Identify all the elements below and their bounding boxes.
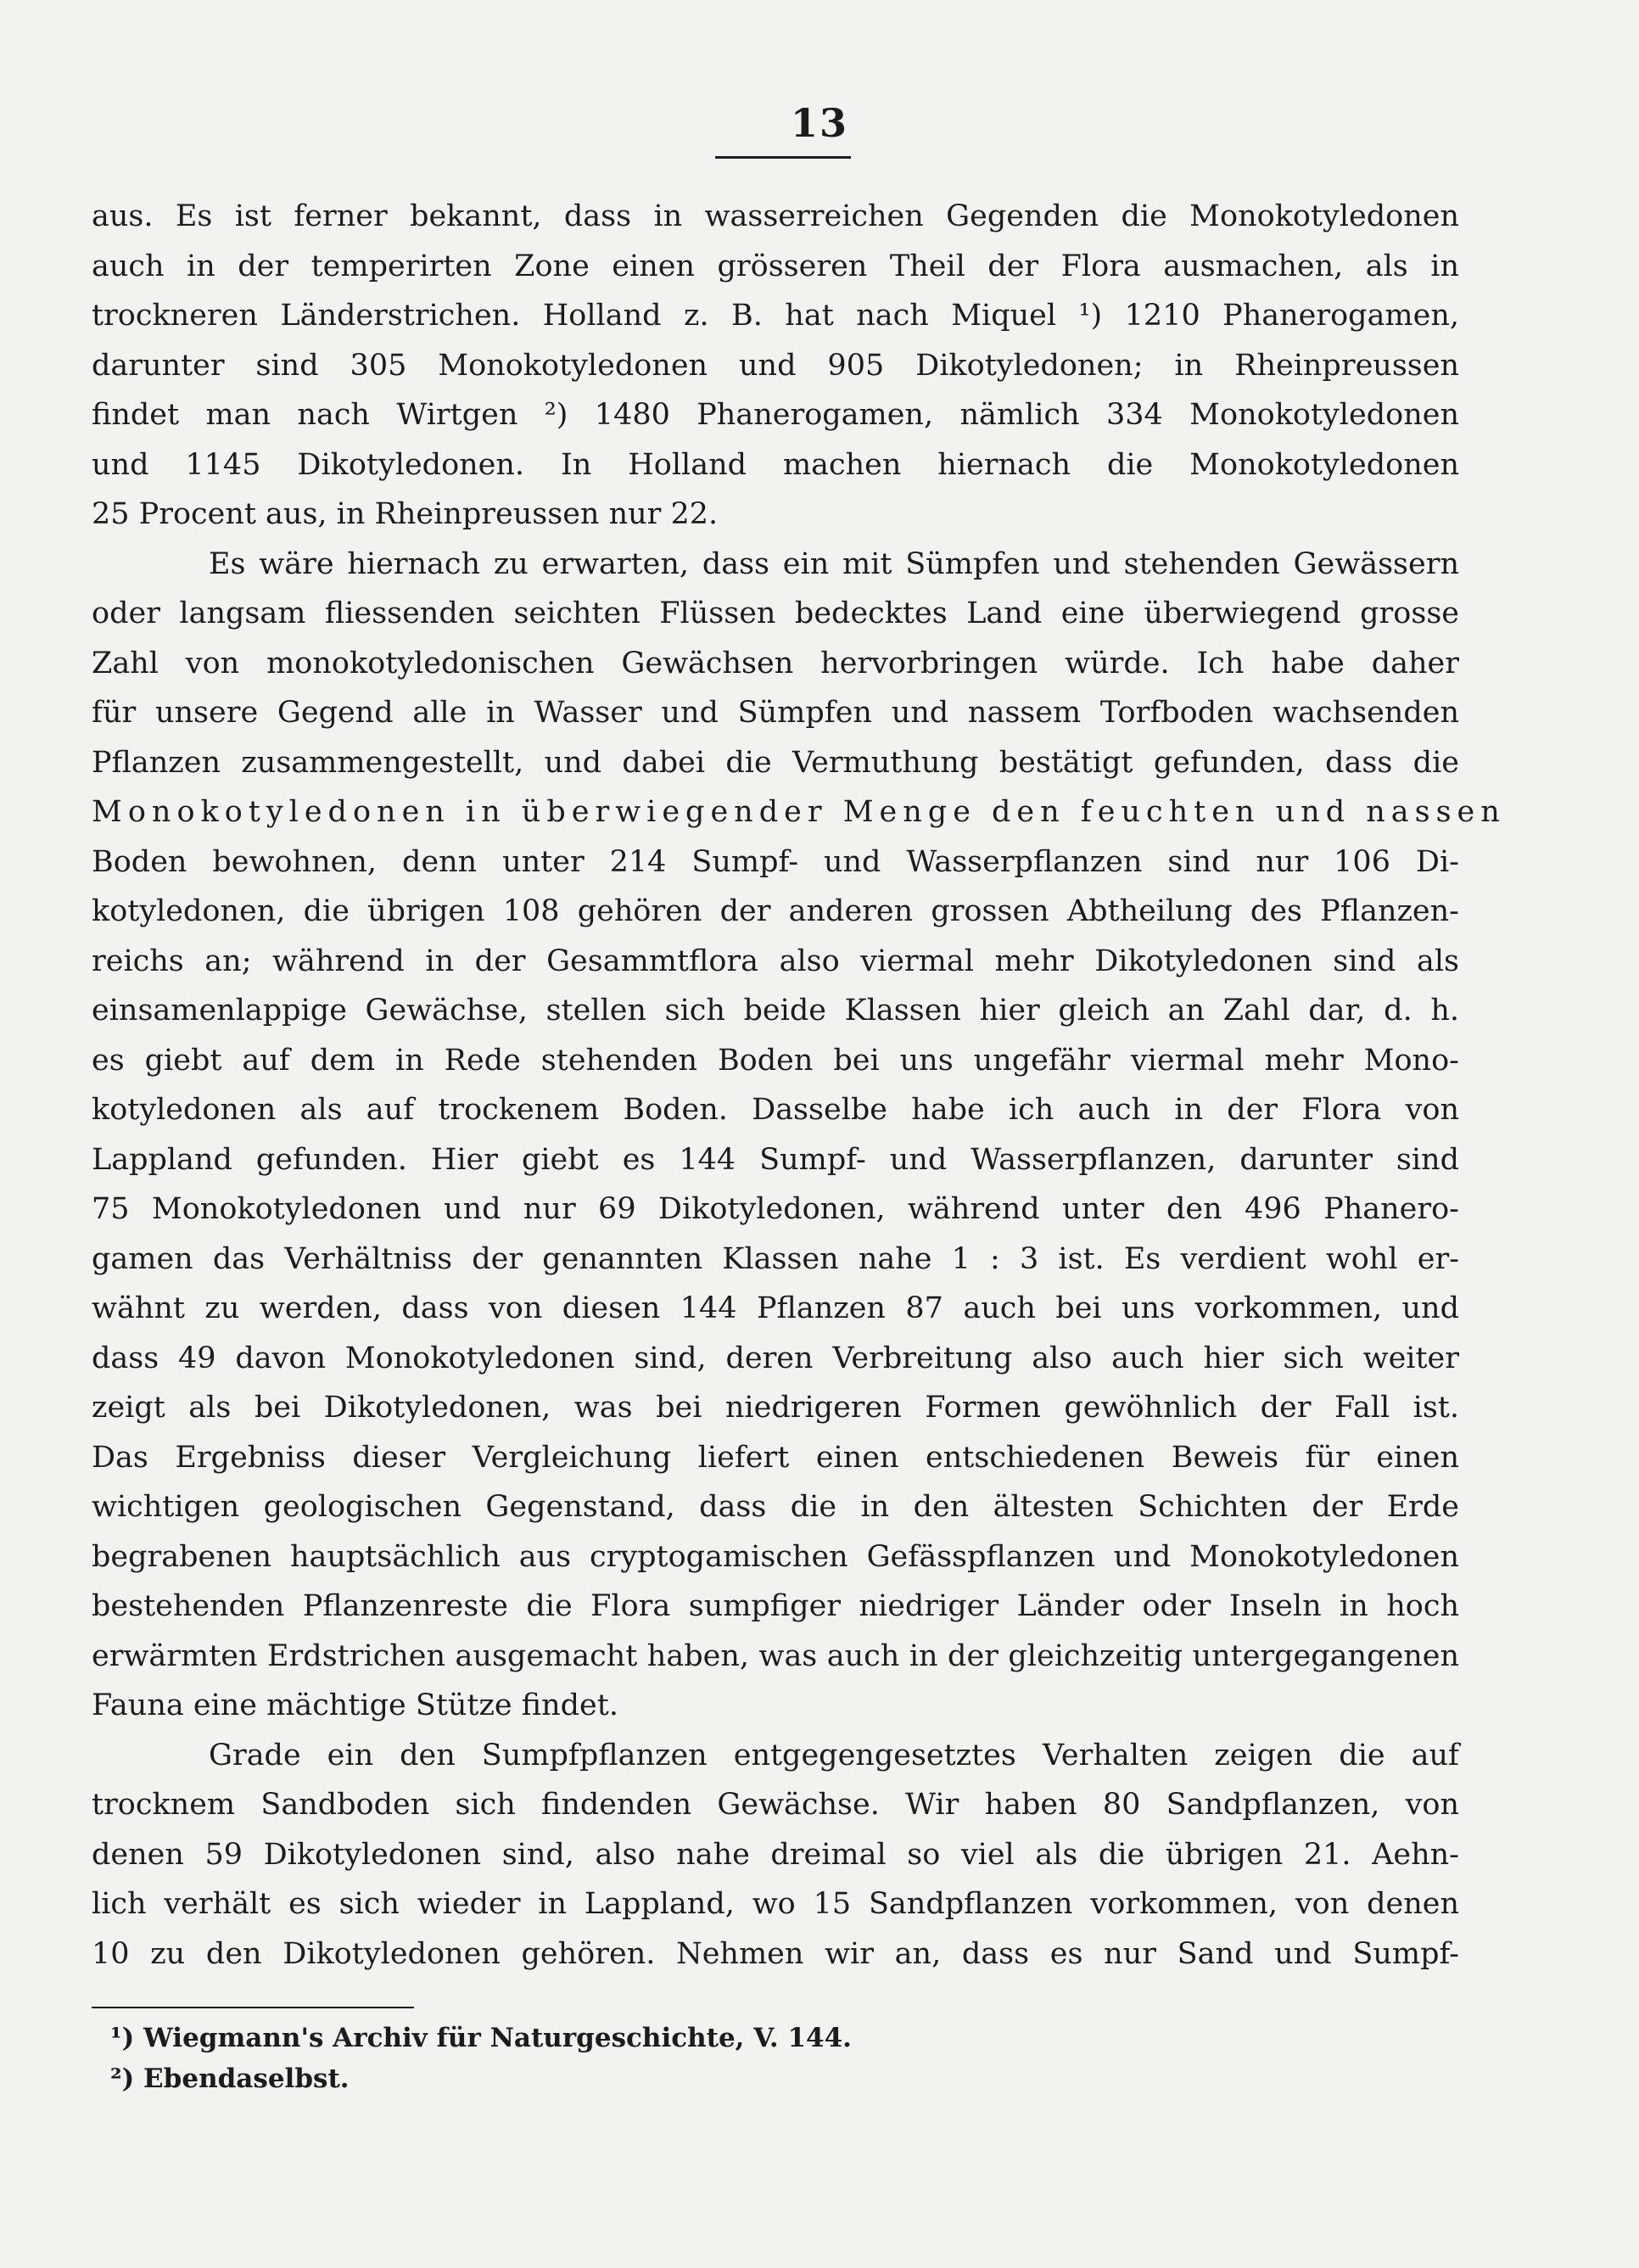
text-line: kotyledonen, die übrigen 108 gehören der anderen grossen Abtheilung des Pflanzen- bbox=[92, 894, 1459, 928]
text-line: Zahl von monokotyledonischen Gewächsen hervorbringen würde. Ich habe daher bbox=[92, 646, 1459, 680]
text-line: auch in der temperirten Zone einen grösseren Theil der Flora ausmachen, als in bbox=[92, 249, 1459, 283]
text-line: bestehenden Pflanzenreste die Flora sumpfiger niedriger Länder oder Inseln in hoch bbox=[92, 1589, 1459, 1623]
text-line: wichtigen geologischen Gegenstand, dass die in den ältesten Schichten der Erde bbox=[92, 1490, 1459, 1524]
text-line-emphasis: Monokotyledonen in überwiegender Menge den feuchten und nassen bbox=[92, 795, 1506, 829]
text-line: gamen das Verhältniss der genannten Klassen nahe 1 : 3 ist. Es verdient wohl er- bbox=[92, 1241, 1459, 1276]
text-line: erwärmten Erdstrichen ausgemacht haben, was auch in der gleichzeitig untergegangenen bbox=[92, 1638, 1459, 1673]
text-line: 25 Procent aus, in Rheinpreussen nur 22. bbox=[92, 497, 719, 531]
text-line: für unsere Gegend alle in Wasser und Sümpfen und nassem Torfboden wachsenden bbox=[92, 696, 1459, 730]
text-line: es giebt auf dem in Rede stehenden Boden bei uns ungefähr viermal mehr Mono- bbox=[92, 1043, 1459, 1078]
text-line: darunter sind 305 Monokotyledonen und 905 Dikotyledonen; in Rheinpreussen bbox=[92, 348, 1459, 383]
text-line: lich verhält es sich wieder in Lappland, wo 15 Sandpflanzen vorkommen, von denen bbox=[92, 1887, 1459, 1921]
footnotes bbox=[110, 2018, 852, 2099]
text-line: 75 Monokotyledonen und nur 69 Dikotyledonen, während unter den 496 Phanero- bbox=[92, 1192, 1459, 1226]
text-line: wähnt zu werden, dass von diesen 144 Pflanzen 87 auch bei uns vorkommen, und bbox=[92, 1291, 1459, 1325]
text-line: Lappland gefunden. Hier giebt es 144 Sumpf- und Wasserpflanzen, darunter sind bbox=[92, 1142, 1459, 1177]
text-line: einsamenlappige Gewächse, stellen sich beide Klassen hier gleich an Zahl dar, d. h. bbox=[92, 994, 1459, 1028]
body-text bbox=[92, 192, 1506, 1979]
text-line: und 1145 Dikotyledonen. In Holland machen hiernach die Monokotyledonen bbox=[92, 447, 1459, 482]
text-line: Pflanzen zusammengestellt, und dabei die Vermuthung bestätigt gefunden, dass die bbox=[92, 745, 1459, 780]
text-line: denen 59 Dikotyledonen sind, also nahe dreimal so viel als die übrigen 21. Aehn- bbox=[92, 1837, 1459, 1872]
text-line: Es wäre hiernach zu erwarten, dass ein mit Sümpfen und stehenden Gewässern bbox=[209, 546, 1459, 581]
text-line: trocknem Sandboden sich findenden Gewächse. Wir haben 80 Sandpflanzen, von bbox=[92, 1788, 1459, 1822]
text-line: kotyledonen als auf trockenem Boden. Dasselbe habe ich auch in der Flora von bbox=[92, 1093, 1459, 1127]
footnote-rule bbox=[92, 2007, 414, 2008]
text-line: dass 49 davon Monokotyledonen sind, deren Verbreitung also auch hier sich weiter bbox=[92, 1341, 1459, 1375]
text-line: Das Ergebniss dieser Vergleichung liefert einen entschiedenen Beweis für einen bbox=[92, 1440, 1459, 1475]
page-number-rule bbox=[715, 156, 851, 159]
text-line: 10 zu den Dikotyledonen gehören. Nehmen wir an, dass es nur Sand und Sumpf- bbox=[92, 1936, 1459, 1971]
footnote: ²) Ebendaselbst. bbox=[110, 2064, 350, 2094]
text-line: trockneren Länderstrichen. Holland z. B. hat nach Miquel ¹) 1210 Phanerogamen, bbox=[92, 299, 1459, 333]
text-line: begrabenen hauptsächlich aus cryptogamischen Gefässpflanzen und Monokotyledonen bbox=[92, 1539, 1459, 1574]
text-line: findet man nach Wirtgen ²) 1480 Phanerogamen, nämlich 334 Monokotyledonen bbox=[92, 398, 1459, 432]
text-line: Boden bewohnen, denn unter 214 Sumpf- und Wasserpflanzen sind nur 106 Di- bbox=[92, 844, 1459, 879]
text-line: zeigt als bei Dikotyledonen, was bei niedrigeren Formen gewöhnlich der Fall ist. bbox=[92, 1391, 1459, 1425]
text-line: oder langsam fliessenden seichten Flüssen bedecktes Land eine überwiegend grosse bbox=[92, 596, 1459, 630]
text-line: Fauna eine mächtige Stütze findet. bbox=[92, 1688, 618, 1722]
text-line: reichs an; während in der Gesammtflora also viermal mehr Dikotyledonen sind als bbox=[92, 944, 1459, 978]
page-number: 13 bbox=[790, 100, 848, 146]
text-line: Grade ein den Sumpfpflanzen entgegengesetztes Verhalten zeigen die auf bbox=[209, 1738, 1459, 1772]
footnote: ¹) Wiegmann's Archiv für Naturgeschichte, V. 144. bbox=[110, 2023, 852, 2053]
text-line: aus. Es ist ferner bekannt, dass in wasserreichen Gegenden die Monokotyledonen bbox=[92, 199, 1459, 233]
